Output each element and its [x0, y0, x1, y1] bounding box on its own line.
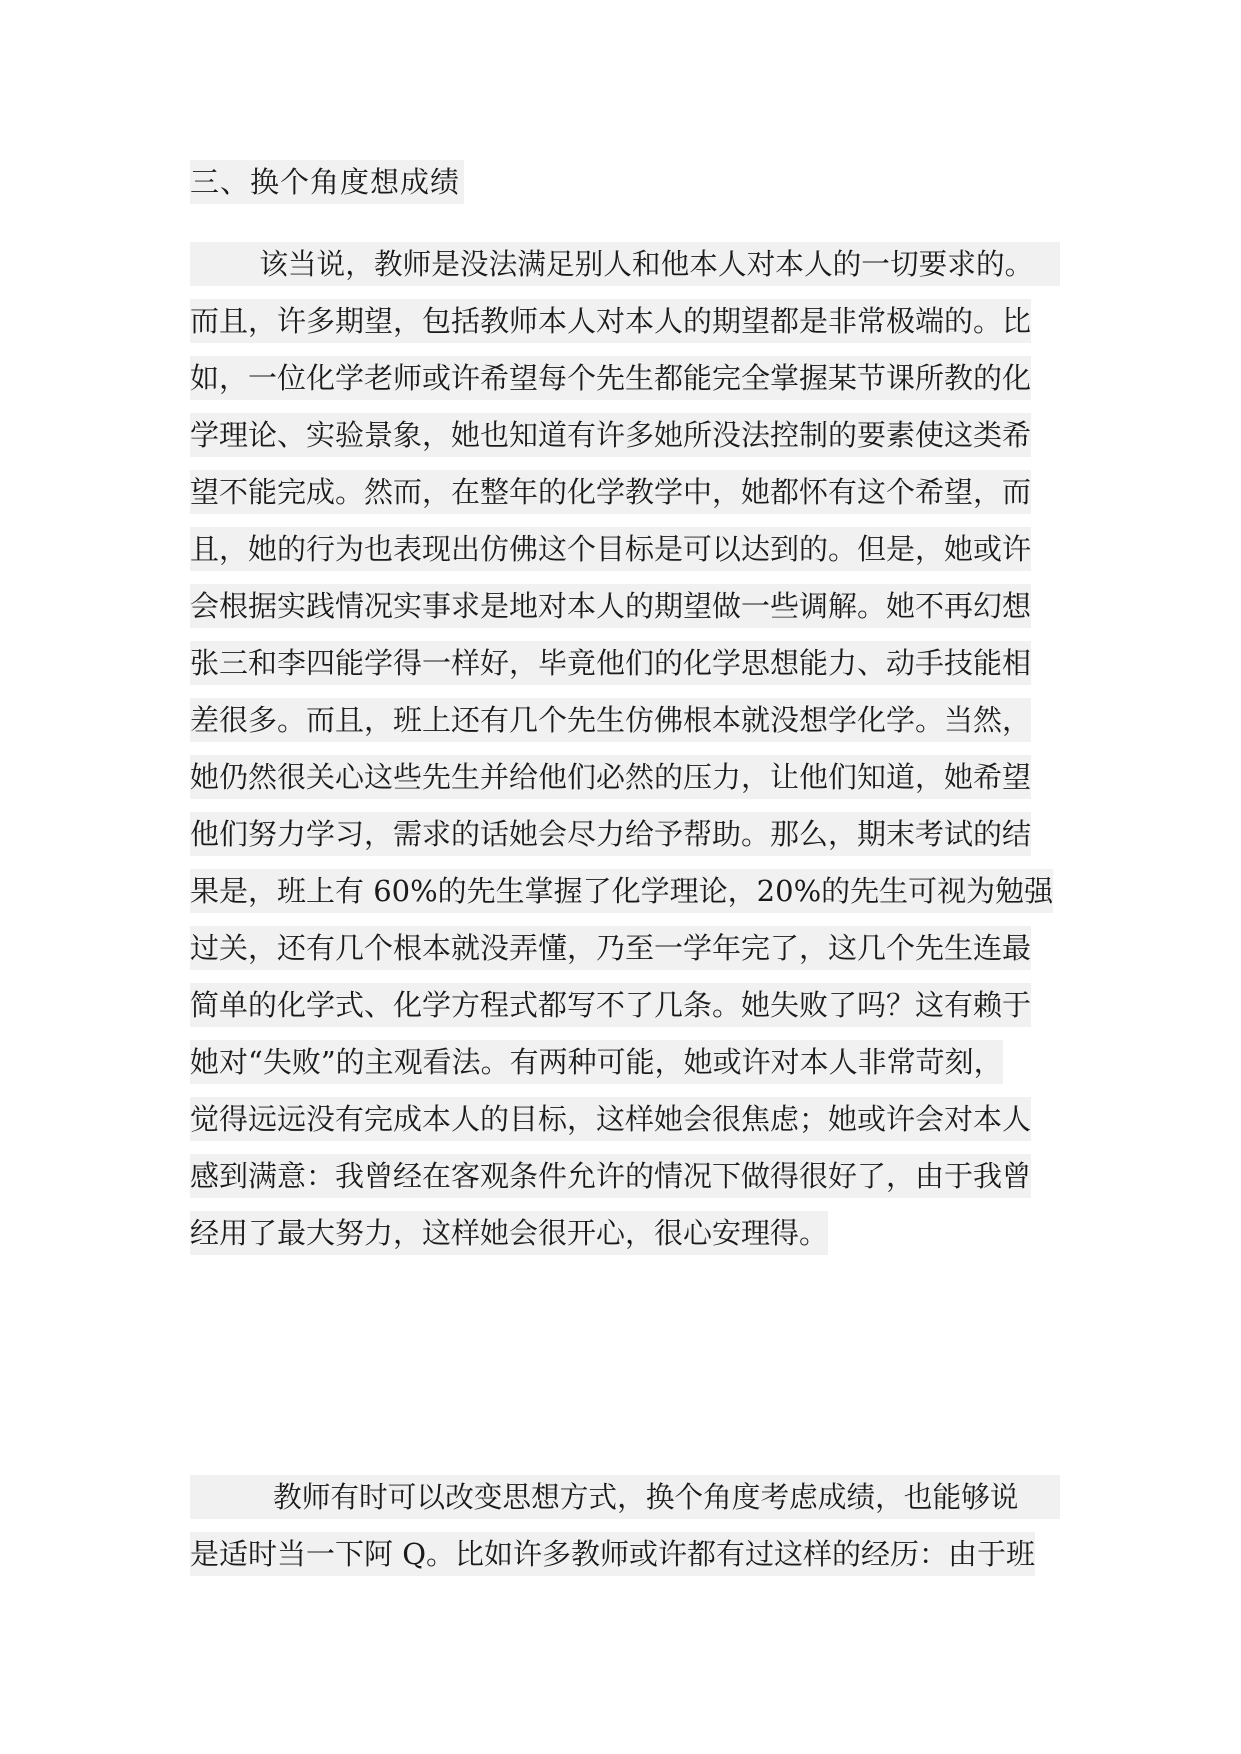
- paragraph-line: 经用了最大努力，这样她会很开心，很心安理得。: [190, 1211, 828, 1255]
- paragraph-line: 会根据实践情况实事求是地对本人的期望做一些调解。她不再幻想: [190, 584, 1031, 628]
- paragraph-line: 他们努力学习，需求的话她会尽力给予帮助。那么，期末考试的结: [190, 812, 1031, 856]
- paragraph-line: 教师有时可以改变思想方式，换个角度考虑成绩，也能够说: [190, 1475, 1060, 1519]
- paragraph-line: 过关，还有几个根本就没弄懂，乃至一学年完了，这几个先生连最: [190, 926, 1031, 970]
- paragraph-line: 感到满意：我曾经在客观条件允许的情况下做得很好了，由于我曾: [190, 1154, 1031, 1198]
- paragraph-line: 她对“失败”的主观看法。有两种可能，她或许对本人非常苛刻，: [190, 1040, 1003, 1084]
- paragraph-line: 果是，班上有 60%的先生掌握了化学理论，20%的先生可视为勉强: [190, 869, 1053, 913]
- paragraph-line: 差很多。而且，班上还有几个先生仿佛根本就没想学化学。当然，: [190, 698, 1031, 742]
- paragraph-line: 张三和李四能学得一样好，毕竟他们的化学思想能力、动手技能相: [190, 641, 1031, 685]
- paragraph-line: 她仍然很关心这些先生并给他们必然的压力，让他们知道，她希望: [190, 755, 1031, 799]
- paragraph-line: 觉得远远没有完成本人的目标，这样她会很焦虑；她或许会对本人: [190, 1097, 1031, 1141]
- section-heading: 三、换个角度想成绩: [190, 160, 464, 204]
- paragraph-line: 简单的化学式、化学方程式都写不了几条。她失败了吗？这有赖于: [190, 983, 1031, 1027]
- paragraph-line: 是适时当一下阿 Q。比如许多教师或许都有过这样的经历：由于班: [190, 1532, 1035, 1576]
- paragraph-line: 且，她的行为也表现出仿佛这个目标是可以达到的。但是，她或许: [190, 527, 1031, 571]
- paragraph-line: 而且，许多期望，包括教师本人对本人的期望都是非常极端的。比: [190, 299, 1031, 343]
- paragraph-line: 学理论、实验景象，她也知道有许多她所没法控制的要素使这类希: [190, 413, 1031, 457]
- paragraph-line: 望不能完成。然而，在整年的化学教学中，她都怀有这个希望，而: [190, 470, 1031, 514]
- paragraph-line: 该当说，教师是没法满足别人和他本人对本人的一切要求的。: [190, 242, 1060, 286]
- paragraph-line: 如，一位化学老师或许希望每个先生都能完全掌握某节课所教的化: [190, 356, 1031, 400]
